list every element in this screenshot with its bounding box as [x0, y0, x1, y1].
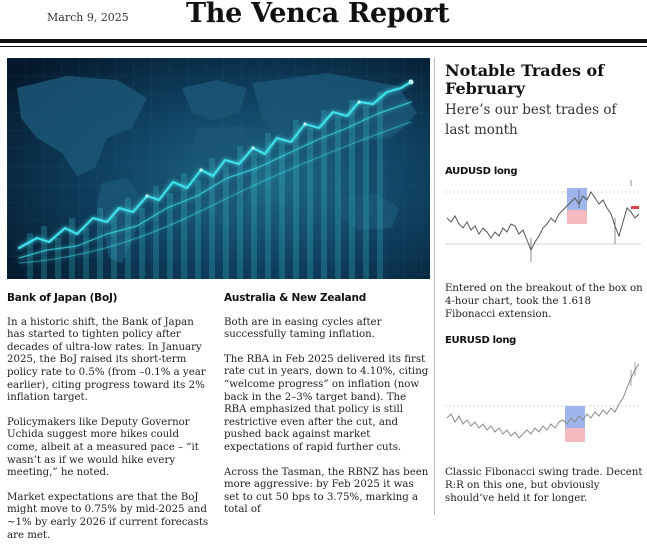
masthead [0, 0, 647, 44]
trade-chart-audusd [445, 178, 641, 268]
article-aus-nz [224, 292, 429, 529]
trade-label-eurusd: EURUSD long [445, 335, 517, 346]
column-divider [434, 58, 435, 515]
article-paragraph: Across the Tasman, the RBNZ has been more aggressive: by Feb 2025 it was set to cut 50 bps to 3.75%, marking a total of [224, 466, 429, 516]
article-paragraph: Both are in easing cycles after successfully taming inflation. [224, 316, 382, 341]
hero-image [7, 58, 430, 279]
article-paragraph: In a historic shift, the Bank of Japan has started to tighten policy after decades of ultra-low rates. In January 2025, the BoJ raised its short-term policy rate to 0.5% (from –0.1% a year earlier), citing progress toward its 2% inflation target. [7, 316, 206, 404]
article-paragraph: Policymakers like Deputy Governor Uchida suggest more hikes could come, albeit at a measured pace – “it wasn’t as if we would hike every meeting,” he noted. [7, 416, 199, 479]
sidebar-title: Notable Trades of February [445, 61, 605, 98]
article-paragraph: The RBA in Feb 2025 delivered its first rate cut in years, down to 4.10%, citing “welcome progress” on inflation (now back in the 2–3% target band). The RBA emphasized that policy is still restrictive even after the cut, and pushed back against market expectations of rapid further cuts. [224, 353, 429, 453]
masthead-rule-thick [0, 39, 647, 43]
masthead-rule-thin [0, 46, 647, 47]
article-heading: Australia & New Zealand [224, 292, 367, 304]
sidebar-subtitle: Here’s our best trades of last month [445, 102, 617, 138]
trade-description-eurusd: Classic Fibonacci swing trade. Decent R:R on this one, but obviously should’ve held it for longer. [445, 467, 643, 504]
article-paragraph: Market expectations are that the BoJ might move to 0.75% by mid-2025 and ~1% by early 2026 if current forecasts are met. [7, 491, 209, 541]
publication-title: The Venca Report [186, 0, 450, 29]
issue-date: March 9, 2025 [47, 11, 129, 24]
article-heading: Bank of Japan (BoJ) [7, 292, 118, 304]
trade-label-audusd: AUDUSD long [445, 166, 518, 177]
trade-chart-eurusd [445, 360, 641, 455]
trade-description-audusd: Entered on the breakout of the box on 4-hour chart, took the 1.618 Fibonacci extension. [445, 283, 643, 320]
sidebar-header [445, 62, 641, 140]
